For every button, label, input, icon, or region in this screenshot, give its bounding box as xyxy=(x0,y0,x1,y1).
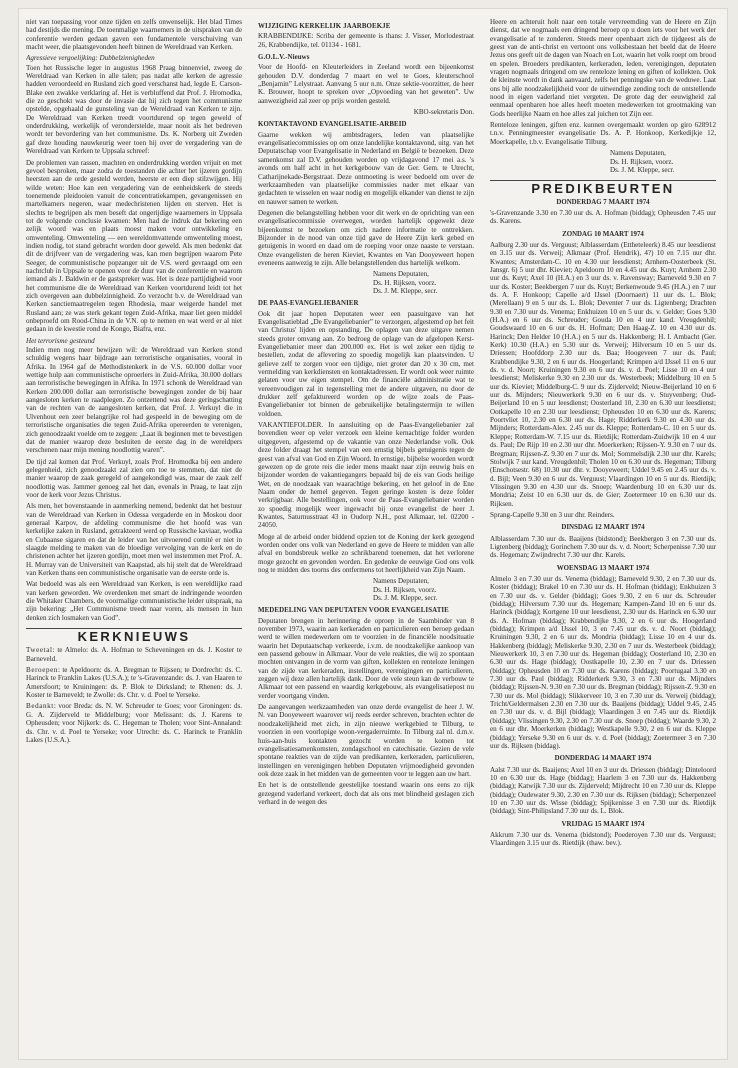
article-heading: G.O.L.V.-Nieuws xyxy=(258,54,310,62)
church-news-text: : voor Breda: ds. N. W. Schreuder te Goes; voor Groningen: ds. G. A. Zijderveld te Middelburg; voor Melissant: ds. J. Karens te Opheusden; voor Nijkerk: ds. C. Hegeman te Tholen; voor Sint-Annaland: ds. Chr. v. d. Poel te Yerseke; voor Utrecht: ds. C. Harinck te Franklin Lakes (U.S.A.). xyxy=(26,702,242,744)
signature-line: Ds. H. Rijksen, voorz. xyxy=(373,278,437,287)
church-news-text: : te Apeldoorn: ds. A. Bregman te Rijssen; te Dordrecht: ds. C. Harinck te Franklin Lakes (U.S.A.); te 's-Gravenzande: ds. J. van Haaren te Amersfoort; te Kruiningen: ds. P. Blok te Dirksland; te Rhenen: ds. J. Koster te Barneveld; te Zwolle: ds. Chr. v. d. Poel te Yerseke. xyxy=(26,666,242,700)
paragraph: Indien men nog meer bewijzen wil: de Wereldraad van Kerken stond schuldig wegens haar bijdrage aan terroristische organisaties, vooral in Afrika. In 1964 gaf de Methodistenkerk in de V.S. 60.000 dollar voor wettige hulp aan communistische oproerlers in Zuid-Afrika, 30.000 dollars aan terroristische bewegingen in Afrika. In 1971 schonk de Wereldraad van Kerken 200.000 dollar aan terroristische bewegingen zonder de bij haar aangesloten kerken te raadplegen. Zo ontzettend was deze geringschatting van de rechten van de aangesloten kerken, dat Prof. J. Verkuyl die in Ulvenhout een zeer belangrijke rol had gespeeld in de beweging om de terroristische organisaties die tegen Zuid-Afrika opereerden te verenigen, zich genoodzaakt voelde om te zeggen: „Laat ik beginnen met te bevestigen dat de manier waarop deze besluiten de eerste dag in de wereldpers verschenen naar mijn mening noodlottig waren”. xyxy=(26,346,242,455)
paragraph: Renteloze leningen, giften enz. kunnen overgemaakt worden op giro 628912 t.n.v. Penningmeester evangelisatie Ds. A. P. Honkoop, Kerkedijkje 12, Moerkapelle, t.b.v. Evangelisatie Tilburg. xyxy=(490,121,716,146)
paragraph: De aangevangen werkzaamheden van onze derde evangelist de heer J. W. N. van Dooyeweert waarover wij reeds eerder schreven, brachten echter de noodzakelijkheid met zich, in zijn nieuwe werkgebied te Tilburg, te voorzien in een voorlopige woon-vergaderruimte. In Tilburg zal nl. d.m.v. huis-aan-huis kontakten gezocht worden te komen tot evangelisatiesamenkomsten, zondagschool en catechisatie. Gezien de vele spontane reakties van de zijde van predikanten, kerkeraden, particulieren, instellingen en verenigingen hebben Deputaten vrijmoedigheid gevonden ook deze zaak in het midden van de gemeenten voor te leggen aan uw hart. xyxy=(258,703,474,778)
signature-line: Namens Deputaten, xyxy=(610,149,666,158)
service-list: Aalburg 2.30 uur ds. Verguust; Alblasserdam (Ettheteleerk) 8.45 uur leesdienst en 3.15 uur ds. Verweij; Alkmaar (Prof. Hendrik), 4?) 10 en 7.15 uur dhr. Kwantes; Amsterdam-C. 10 en 4.30 uur leesdienst; Arnhem-Oosterbeek (St. Jansgr. 6) 5 uur dhr. Kieviet; Apeldoorn 10 en 4.45 uur ds. Kuyt; Arnhem 2.30 uur ds. Kuyt; Axel 10 (H.A.) en 3 uur ds. v. Ravensway; Barneveld 9.30 en 7 uur ds. Koster; Beekbergen 7 uur ds. Kuyt; Berkenwoude 9.45 (H.A.) en 7 uur ds. A. F. Honkoop; Capelle a/d IJssel (Doornaert) 11 uur ds. L. Blok; (Merellaan) 9 en 5 uur ds. L. Blok; Deventer 7 uur ds. Ligtenberg; Drachten 9.30 en 7.30 uur ds. Venema; Enkhuizen 10 en 5 uur ds. v. Gelder; Goes 9.30 (H.A.) en 6 uur ds. Schreuder; Gouda 10 en 4 uur kand. Vreugdenhil; Goudswaard 10 en 6 uur ds. H. Hofman; Den Haag-Z. 10 en 4.30 uur ds. Harinck; Den Helder 10 (H.A.) en 5 uur ds. Hakkenberg; H. I. Ambacht (Ger. Kerk) 10.30 (H.A.) en 5.30 uur ds. Verweij; Hilversum 10 en 5 uur ds. Driessen; Hoofddorp 2.30 uur ds. Baa; Hoogeveen 7 uur ds. Paul; Krabbendijke 9.30, 2 en 6 uur ds. Hoogerland; Krimpen a/d IJssel 11 en 6 uur ds. v. d. Noort; Kruiningen 9.30 en 6 uur ds. v. d. Poel; Lisse 10 en 4 uur leesdienst; Meliskerke 9.30 en 2.30 uur ds. Westerbeek; Middelburg 10 en 5 uur ds. Kieviet; Middelburg-C. 9 uur ds. Zijderveld; Nieuw-Beijerland 10 en 6 uur ds. Mijnders; Nieuwerkerk 9.30 en 6 uur ds. v. Stuyvenberg; Oud-Beijerland 10 en 5 uur leesdienst; Oosterland 10, 2.30 en 6.30 uur leesdienst; Ootkapelle 10 en 2.30 uur leesdienst; Opheusden 10 en 6.30 uur ds. Karens; Poortvliet 10, 2.30 en 6.30 uur ds. Hage; Ridderkerk 9.30 en 4.30 uur ds. Mijnders; Rotterdam-Alex. 2.45 uur ds. Kleppe; Rotterdam-C. 10 en 5 uur ds. Kleppe; Rotterdam-W. 7.15 uur ds. Rietdijk; Rotterdam-Zuidwijk 10 en 4 uur ds. Paul; De Rijp 10 en 2.30 uur dhr. Moerkerken; Rijssen-Y. 9.30 en 7 uur ds. Bregman; Rijssen-Z. 9.30 en 7 uur ds. Mol; Sommelsdijk 2.30 uur dhr. Karels; Stolwijk 7 uur kand. Vreugdenhil; Tholen 10 en 6.30 uur ds. Hegeman; Tilburg (Enschotsestr. 68) 10.30 uur dhr. v. Dooyeweert; Uddel 9.45 en 2.45 uur ds. v. d. Bijl; Veen 9.30 en 6 uur ds. Verguust; Vlaardingen 10 en 5 uur ds. Rietdijk; Vlissingen 9.30 en 4.30 uur ds. Snoep; Waardenburg 10 en 6.30 uur ds. Mondria; Zeist 10 en 6.30 uur ds. de Gier; Zoetermeer 10 en 6.30 uur ds. Rijksen. xyxy=(490,240,716,508)
day-heading: DONDERDAG 14 MAART 1974 xyxy=(554,755,652,763)
service-list: Alblasserdam 7.30 uur ds. Baaijens (bidstond); Beekbergen 3 en 7.30 uur ds. Ligtenberg (biddag); Gorinchem 7.30 uur ds. v. d. Noort; Scherpenisse 7.30 uur ds. Hegeman; Zwijndrecht 7.30 uur dhr. Karels. xyxy=(490,534,716,560)
day-heading: VRIJDAG 15 MAART 1974 xyxy=(561,820,645,828)
day-heading: ZONDAG 10 MAART 1974 xyxy=(562,230,644,238)
signature-line: Ds. J. M. Kleppe, secr. xyxy=(373,286,438,295)
paragraph: De problemen van rassen, machten en onderdrukking werden vrijuit en met gevoel besproken, maar zodra de toestanden die achter het ijzeren gordijn heersten aan de orde gesteld werden, heerste er een diep stilzwijgen. Hij wilde weten: Hoe kan een vergadering van de eenheidskerk de steeds toenemende pleidooien vanuit de concentratiekampen, gevangenissen en martelkamers negeren, waar medechristenen lijden en sterven. Het is slechts te begrijpen als men beseft dat ongerijdige waarnemers in Uppsala tot de volgende conclusie kwamen: Men had de indruk dat bekering een zelijk woord was en plaats moest maken voor ontwikkeling en omwenteling. Omwenteling — een wereldomvattende omwenteling moest, indien nodig, tot stand gebracht worden door geweld. Als men bedenkt dat dit de drijfveer van de vergadering was, kan men begrijpen waarom Pete Seeger, de communistische popzanger uit de V.S. werd gevraagd om een nachtclub in Uppsale te openen voor de duur van de conferentie en waarom iemand als J. Baldwin er de gastspreker was. Het is deze partijdigheid voor het communisme die de Wereldraad van Kerken voortdurend leidt tot het zich overgeven aan dubbelzinnigheid. Zo verzocht b.v. de Wereldraad van Kerken sanctiemaatregelen tegen Rhodesia, maar weigerde handel met Rusland aan; ze was sterk gekant tegen Zuid-Afrika, maar liet geen middel onbeproefd om Rood-China in de V.N. op te nemen en wat werd er al niet gedaan in de kwestie rond de Kongo, Biafra, enz. xyxy=(26,158,242,334)
paragraph: Als men, het bovenstaande in aanmerking nemend, bedenkt dat het bestuur van de Wereldraad van Kerken in Odessa vergaderde en in Moskou door generaal Karpov, de afdeling communisme die het hoofd was van kerkelijke zaken in Rusland, getrakteerd werd op Russische kaviaar, wodka en Cubaanse sigaren en dat de leider van het uitvoerend comité er niet in slaagde melding te maken van de bloedige vervolging van de kerk en de christenen achter het ijzeren gordijn, moet men wel instemmen met Prof. A. H. Murray van de Universiteit van Kaapstad, als hij stelt dat de Wereldraad van Kerken thans een communistische organisatie van de eerste orde is. xyxy=(26,502,242,577)
service-list: Akkrum 7.30 uur ds. Venema (bidstond); Poederoyen 7.30 uur ds. Verguust; Vlaardingen 3.15 uur ds. Rietdijk (thaw. bev.). xyxy=(490,830,716,848)
paragraph: Voor de Hoofd- en Kleuterleiders in Zeeland wordt een bijeenkomst gehouden D.V. donderdag 7 maart en wel te Goes, kleuterschool „Benjamin” Lelystraat. Aanvang 5 uur n.m. Onze sektie-voorzitter, de heer K. Brouwer, hoopt te spreken over „Opvoeding van het geweten”. Uw aanwezigheid zal zeer op prijs worden gesteld. xyxy=(258,63,474,105)
service-list: Aalst 7.30 uur ds. Baaijens; Axel 10 en 3 uur ds. Driessen (biddag); Dinteloord 10 en 6.30 uur ds. Hage (biddag); Haarlem 3 en 7.30 uur ds. Hakkenberg (biddag); Katwijk 7.30 uur ds. Zijderveld; Mijdrecht 10 en 7.30 uur ds. Kleppe (biddag); Oudewater 9.30, 2.30 en 7.30 uur ds. Rijksen (biddag); Scherpenzeel 10 en 7.30 uur ds. Wisse (biddag); Spijkenisse 3 en 7.30 uur ds. Rietdijk (biddag); Sint-Philipsland 7.30 uur ds. L. Blok. xyxy=(490,765,716,816)
signature-block xyxy=(258,270,474,295)
church-news-label: Bedankt xyxy=(26,702,54,711)
article-heading: WIJZIGING KERKELIJK JAARBOEKJE xyxy=(258,23,391,30)
paragraph: En het is de ontstellende geestelijke toestand waarin ons eens zo rijk gezegend vaderland verkeert, doch dat als ons met blindheid geslagen zich verhard in de wegen des xyxy=(258,781,474,806)
day-heading: WOENSDAG 13 MAART 1974 xyxy=(556,564,650,572)
column-left xyxy=(26,18,242,1052)
paragraph: Ook dit jaar hopen Deputaten weer een paasuitgave van het Evangelisatieblad „De Evangeliebanier” te verzorgen, afgestemd op het feit van Christus' lijden en opstanding. De oplagen van deze uitgave nemen steeds groter omvang aan. Zo bedroeg de oplage van de afgelopen Kerst-Evangeliebanier meer dan 200.000 ex. Het is wel zeker een tijdig te bestellen, zodat de aflevering zo spoedig mogelijk kan plaatsvinden. U gelieve zelf te zorgen voor een tijdige, niet groter dan 20 x 30 cm, met vermelding van kerkdiensten en kontaktadressen. Er wordt ook weer ruimte gelaten voor uw eigen stempel. Om de financiële administratie wat te vereenvoudigen zal in tegenstelling met de andere uitgaven, nu door de drukker zelf gefaktureerd worden op de wijze zoals de Paas-Evangeliebanier tot binnen de gebruikelijke betalingstermijn te willen voldoen. xyxy=(258,309,474,418)
church-news-item xyxy=(26,702,242,744)
paragraph: KRABBENDIJKE: Scriba der gemeente is thans: J. Visser, Morlodestraat 26, Krabbendijke, tel. 01134 - 1681. xyxy=(258,32,474,49)
signature-block xyxy=(490,149,716,174)
kerknieuws-heading: KERKNIEUWS xyxy=(77,629,191,645)
article-heading: KONTAKTAVOND EVANGELISATIE-ARBEID xyxy=(258,121,407,129)
signature: KBO-sekretaris Don. xyxy=(413,108,474,117)
service-list: Almelo 3 en 7.30 uur ds. Venema (biddag); Barneveld 9.30, 2 en 7.30 uur ds. Koster (biddag); Brakel 10 en 7.30 uur ds. H. Hofman (biddag); Enkhuizen 3 en 7.30 uur ds. v. Gelder (biddag); Goes 9.30, 2 en 6 uur ds. Schreuder (biddag); Hilversum 7.30 uur ds. Hegeman; Kampen-Zand 10 en 6 uur ds. Harinck (biddag); Kortgene 10 uur leesdienst, 2.30 uur ds. Harinck en 6.30 uur ds. A. Hofman (biddag); Krabbendijke 9.30, 2 en 6 uur ds. Hoogerland (biddag); Krimpen a/d IJssel 10, 3 en 7.45 uur ds. v. d. Noort (biddag); Kruiningen 9.30, 2 en 6 uur ds. Mondria (biddag); Lisse 10 en 4 uur ds. Hakkenberg (biddag); Meliskerke 9.30, 2.30 en 7 uur ds. Westerbeek (biddag); Nieuwerkerk 10, 3 en 7.30 uur ds. Hegeman (biddag); Oosterland 10, 2.30 en 6.30 uur ds. Hage (biddag); Oostkapelle 10, 2.30 en 7 uur ds. Driessen (biddag); Opheusden 10 en 7.30 uur ds. Karens (biddag); Poortugaal 3.30 en 7.30 uur ds. Paul (biddag); Ridderkerk 9.30, 3 en 7.30 uur ds. Mijnders (biddag); Rijssen-N. 9.30 en 7.30 uur ds. Bregman (biddag); Rijssen-Z. 9.30 en 7.30 uur ds. Mol (biddag); Slikkerveer 10, 3 en 7.30 uur ds. Verweij (biddag); Tricht/Geldermalsen 2.30 en 7.30 uur ds. Baaijens (biddag); Uddel 9.45, 2.45 en 7.30 uur ds. v. d. Bijl (biddag); Vlaardingen 3 en 7.45 uur ds. Rietdijk (biddag); Vlissingen 9.30, 2.30 en 7.30 uur ds. Snoep (biddag); Waarde 9.30, 2 en 6 uur dhr. Moerkerken (biddag); Westkapelle 9.30, 2 en 6 uur ds. Kleppe (biddag); Yerseke 9.30 en 6 uur ds. v. d. Poel (biddag); Zoetermeer 3 en 7.30 uur ds. Rijksen (biddag). xyxy=(490,574,716,750)
church-news-label: Tweetal xyxy=(26,646,53,655)
signature-line: Ds. H. Rijksen, voorz. xyxy=(610,157,674,166)
paragraph: Degenen die belangstelling hebben voor dit werk en de oprichting van een evangelisatiecommissie overwegen, worden hartelijk opgewekt deze bijeenkomst te bezoeken om zich nadere informatie te onttrekken. Bijzonder in de nood van onze tijd gave de Heere Zijn kerk gebed en getuigenis in woord en daad om de roeping voor onze naaste te verstaan. Onze evangelisten de heren Kieviet, Kwantes en Van Dooyeweert hopen eveneens aanwezig te zijn. Alle belangstellenden dus hartelijk welkom. xyxy=(258,208,474,267)
signature-line: Ds. J. M. Kleppe, secr. xyxy=(610,165,675,174)
paragraph: Gaarne wekken wij ambtsdragers, leden van plaatselijke evangelisatiecommissies op om onze landelijke kontaktavond, uitg. van het Deputatschap voor Evangelisatie in Nederland en België te bezoeken. Deze samenkomst zal D.V. gehouden worden op vrijdagavond 17 mei a.s. 's avonds om half acht in het kerkgebouw van de Ger. Gem. te Utrecht, Catharijnekade-Bergstraat. Deze ontmoeting is weer bedoeld om over de werkzaamheden van plaatselijke commissies nader met elkaar van gedachten te wisselen en waar nodig en mogelijk elkander van dienst te zijn en nauwer samen te werken. xyxy=(258,130,474,206)
paragraph: Wat bedoeld was als een Wereldraad van Kerken, is een wereldlijke raad van kerken geworden. We overdenken met smart de indringende woorden die Whitaker Chambers, de voormalige communistische leider uitspraak, na zijn bekering: „Het Communisme treedt naar voren, als mensen in hun denken zich losmaken van God”. xyxy=(26,580,242,622)
service-list: Sprang-Capelle 9.30 en 3 uur dhr. Reinders. xyxy=(490,510,615,519)
service-list: 's-Gravenzande 3.30 en 7.30 uur ds. A. Hofman (biddag); Opheusden 7.45 uur ds. Karens. xyxy=(490,208,716,226)
signature-line: Ds. J. M. Kleppe, secr. xyxy=(373,594,438,602)
church-news-item xyxy=(26,646,242,663)
paragraph: Toen het Russische leger in augustus 1968 Praag binnenviel, zweeg de Wereldraad van Kerken in alle talen; pas nadat alle kerken de agressie hadden veroordeeld en Rusland zich goed verschanst had, legde E. Carson-Blake een zwakke verklaring af. Het is verbluffend dat Prof. J. Hromodka, die zo geschokt was door de invasie dat hij zich tegen het communisme opstelde, opgehaald de gunsteling van de Wereldraad van Kerken te zijn. De Wereldraad van Kerken treedt voortdurend op tegen geweld of onderdrukking, werkelijk of veronderstelde, maar nooit als het bedreven wordt ter bevordering van het communisme. Ds. K. Norberg uit Zweden gaf deze houding nauwkeurig weer toen hij over de vergadering van de Wereldraad van Kerken te Uppsala schreef: xyxy=(26,63,242,156)
day-heading: DONDERDAG 7 MAART 1974 xyxy=(556,198,650,206)
column-middle xyxy=(258,18,474,1052)
day-heading: DINSDAG 12 MAART 1974 xyxy=(561,524,645,532)
signature-block xyxy=(258,577,474,602)
signature-line: Ds. H. Rijksen, voorz. xyxy=(373,585,437,594)
paragraph: De tijd zal komen dat Prof. Verkuyl, zoals Prof. Hromodka bij een andere gelegenheid, zich genoodzaakt zal zien om toe te stemmen, dat niet de manier waarop de zaak geregeld of aangekondigd was, maar de zaak zelf noodlottig was. Jammer genoeg zal het dan, evenals in Praag, te laat zijn voor de kerk voor Jezus Christus. xyxy=(26,457,242,499)
signature-line: Namens Deputaten, xyxy=(373,270,429,279)
paragraph: Deputaten brengen in herinnering de oproep in de Saambinder van 8 november 1973, waarin aan kerkeraden en particulieren een beroep gedaan werd te willen medewerken om te voorzien in de financiële noodsituatie waarin het Deputaatschap verkeerde, i.v.m. de noodzakelijke aankoop van een passend gebouw in Alkmaar. Voor de vele reakties, die wij zo spontaan mochten ontvangen in de vorm van giften, kollekten en renteloze leningen van de zijde van kerkeraden, instellingen, verenigingen en particulieren, zeggen wij deze allen hartelijk dank. Door de vele steun kan de verbouw te Alkmaar tot een passend en waardig kerkgebouw, als evangelisatiepost nu verder voortgang vinden. xyxy=(258,616,474,700)
predikbeurten-heading: PREDIKBEURTEN xyxy=(531,181,675,197)
column-right xyxy=(490,18,716,1052)
article-heading: DE PAAS-EVANGELIEBANIER xyxy=(258,300,359,308)
paragraph: Heere en achteruit holt naar een totale vervreemding van de Heere en Zijn dienst, dat we nogmaals een dringend beroep op u doen iets voor het werk der evangelisatie af te zonderen. Steeds meer openbaart zich de tijdgeest als de geest van de anti-christ en vertoont ons volksbestaan het beeld dat de Heere Jezus ons geeft uit de dagen van Noach en Lot, waarin het volk roept om brood en spelen. Broeders predikanten, kerkeraden, leden, verenigingen, deputaten vragen nogmaals dringend om uw renteloze lening en giften of kollekten. Ook de kleinste wordt in dank aanvaard, zelfs het penningske van de weduwe. Laat ons bij alle noodzakelijkheid voor de uitwendige zending toch de ontstellende nood in eigen vaderland niet vergeten. De grote dag der eeuwigheid zal eenmaal openbaren hoe alles heeft moeten medewerken tot grootmaking van Gods heerlijke Naam en hoe alles zal juichen tot Zijn eer. xyxy=(490,18,716,118)
paragraph: niet van toepassing voor onze tijden en zelfs onwenselijk. Het blad Times had destijds die mening. De toenmalige waarnemers in de uitspraken van de conferentie werden gedaan gaven een fundamentele verschuiving van macht weer, die plaatsgevonden heeft binnen de Wereldraad van Kerken. xyxy=(26,18,242,52)
newspaper-page xyxy=(18,8,728,1060)
signature-line: Namens Deputaten, xyxy=(373,577,429,586)
article-heading: MEDEDELING VAN DEPUTATEN VOOR EVANGELISATIE xyxy=(258,607,449,615)
paragraph: Moge al de arbeid onder biddend opzien tot de Koning der kerk gezegend worden onder ons volk van Nederland en geve de Heere te midden van alle afval en bondsbreuk welke zo schrikbarend toenemen, dat het verlorene moge gezocht en gevonden worden. En gedenke de eeuwige God ons volk nog te midden des toorns des ontfermens tot heerlijkheid van Zijn Naam. xyxy=(258,532,474,574)
section-subheading: Het terrorisme gesteund xyxy=(26,336,95,345)
church-news-label: Beroepen xyxy=(26,666,58,675)
paragraph: VAKANTIEFOLDER. In aansluiting op de Paas-Evangeliebanier zal bovendien weer op veler verzoek een kleine kernachtige folder worden uitgegeven, afgestemd op de vakantie van onze Nederlandse volk. Ook deze folder draagt het stempel van een ernstig bijbels getuigenis tegen de geest van afval van God en Zijn Woord. In ernstige, bijbelse woorden wordt gewezen op de grote reis die ieder mens maakt naar zijn eeuwig huis en bijzonder worden de vakantiegangers bepaald bij de eis van Gods heilige Wet, en de noodzaak van waarachtige bekering, en het geloof in de Ene Naam onder de hemel gegeven. Tegen geringe kosten is deze folder verkrijgbaar. Alle bestellingen, ook voor de Paas-Evangeliebanier worden zo spoedig mogelijk weer ingewacht bij onze evangelist de heer J. Kwantes, Saturnusstraat 43 in Oudorp N.H., post Alkmaar, tel. 02200 - 24050. xyxy=(258,421,474,530)
church-news-text: : te Almelo: ds. A. Hofman te Scheveningen en ds. J. Koster te Barneveld. xyxy=(26,646,242,663)
church-news-item xyxy=(26,666,242,699)
section-subheading: Agressieve vergoelijking: Dubbelzinnigheden xyxy=(26,54,155,63)
